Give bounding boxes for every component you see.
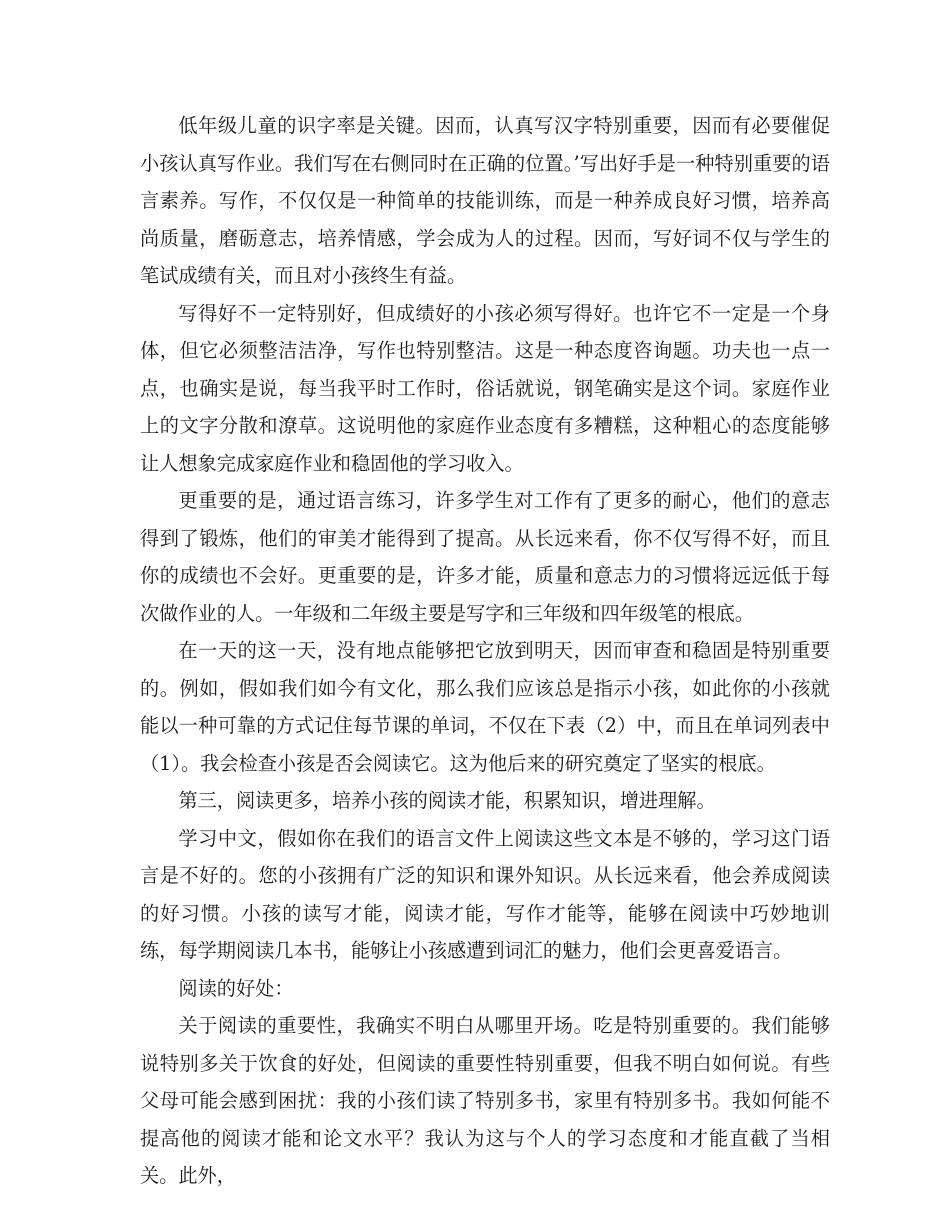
paragraph-8: 关于阅读的重要性，我确实不明白从哪里开场。吃是特别重要的。我们能够说特别多关于饮食的好处，但阅读的重要性特别重要，但我不明白如何说。有些父母可能会感到困扰：我的小孩们读了特别多书，家里有特别多书。我如何能不提高他的阅读才能和论文水平？我认为这与个人的学习态度和才能直截了当相关。此外， — [140, 1014, 830, 1187]
paragraph-1: 低年级儿童的识字率是关键。因而，认真写汉字特别重要，因而有必要催促小孩认真写作业。我们写在右侧同时在正确的位置。’写出好手是一种特别重要的语言素养。写作，不仅仅是一种简单的技能训练，而是一种养成良好习惯，培养高尚质量，磨砺意志，培养情感，学会成为人的过程。因而，写好词不仅与学生的笔试成绩有关，而且对小孩终生有益。 — [140, 114, 830, 287]
paragraph-7-heading: 阅读的好处： — [178, 976, 294, 1000]
paragraph-3: 更重要的是，通过语言练习，许多学生对工作有了更多的耐心，他们的意志得到了锻炼，他们的审美才能得到了提高。从长远来看，你不仅写得不好，而且你的成绩也不会好。更重要的是，许多才能，质量和意志力的习惯将远远低于每次做作业的人。一年级和二年级主要是写字和三年级和四年级笔的根底。 — [140, 489, 830, 625]
paragraph-2: 写得好不一定特别好，但成绩好的小孩必须写得好。也许它不一定是一个身体，但它必须整洁洁净，写作也特别整洁。这是一种态度咨询题。功夫也一点一点，也确实是说，每当我平时工作时，俗话就说，钢笔确实是这个词。家庭作业上的文字分散和潦草。这说明他的家庭作业态度有多糟糕，这种粗心的态度能够让人想象完成家庭作业和稳固他的学习收入。 — [140, 301, 830, 475]
document-body — [140, 107, 830, 1195]
paragraph-5: 第三，阅读更多，培养小孩的阅读才能，积累知识，增进理解。 — [178, 789, 716, 812]
paragraph-6: 学习中文，假如你在我们的语言文件上阅读这些文本是不够的，学习这门语言是不好的。您的小孩拥有广泛的知识和课外知识。从长远来看，他会养成阅读的好习惯。小孩的读写才能，阅读才能，写作才能等，能够在阅读中巧妙地训练，每学期阅读几本书，能够让小孩感遭到词汇的魅力，他们会更喜爱语言。 — [140, 826, 830, 962]
paragraph-4: 在一天的这一天，没有地点能够把它放到明天，因而审查和稳固是特别重要的。例如，假如我们如今有文化，那么我们应该总是指示小孩，如此你的小孩就能以一种可靠的方式记住每节课的单词，不仅在下表（2）中，而且在单词列表中（1）。我会检查小孩是否会阅读它。这为他后来的研究奠定了坚实的根底。 — [140, 639, 830, 775]
